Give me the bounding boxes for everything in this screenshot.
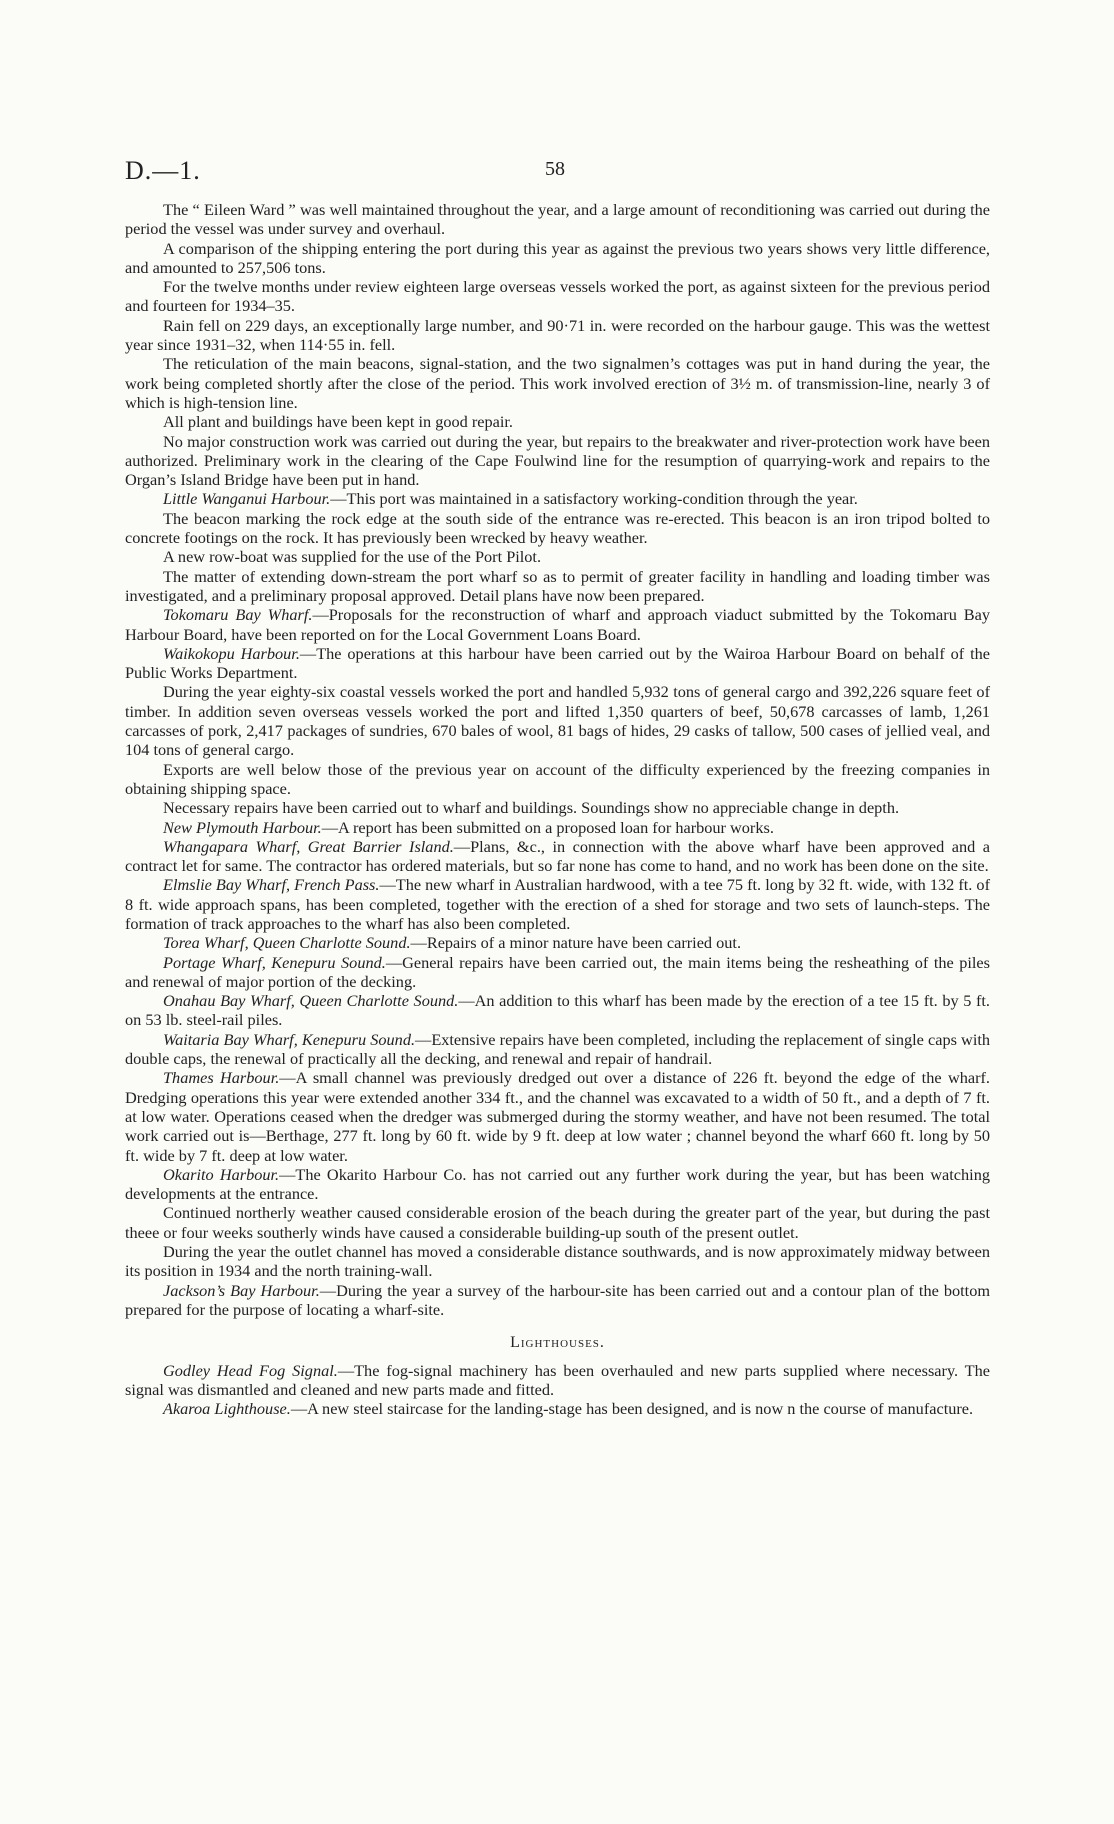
paragraph — [125, 1068, 990, 1164]
paragraph-group-lighthouses — [125, 1361, 990, 1419]
paragraph-text: —Repairs of a minor nature have been carried out. — [410, 933, 742, 953]
paragraph — [125, 837, 990, 876]
paragraph-text: —The operations at this harbour have been carried out by the Wairoa Harbour Board on behalf of the Public Works Department. — [125, 643, 991, 683]
paragraph-text: For the twelve months under review eighteen large overseas vessels worked the port, as against sixteen for the previous period and fourteen for 1934–35. — [125, 277, 990, 316]
paragraph-lead: Portage Wharf, Kenepuru Sound. — [163, 952, 386, 972]
paragraph — [125, 547, 990, 566]
paragraph — [125, 875, 990, 933]
paragraph — [125, 1281, 990, 1320]
paragraph-text: The beacon marking the rock edge at the south side of the entrance was re-erected. This beacon is an iron tripod bolted to concrete footings on the rock. It has previously been wrecked by heavy weather. — [125, 508, 990, 548]
paragraph — [125, 953, 990, 992]
paragraph-text: —During the year a survey of the harbour-site has been carried out and a contour plan of the bottom prepared for the purpose of locating a wharf-site. — [125, 1280, 990, 1319]
paragraph — [125, 277, 990, 316]
paragraph-lead: Godley Head Fog Signal. — [163, 1360, 338, 1380]
paragraph-text: —Extensive repairs have been completed, including the replacement of single caps with double caps, the renewal of practically all the decking, and renewal and repair of handrail. — [125, 1029, 991, 1069]
paragraph — [125, 605, 990, 644]
paragraph-lead: Little Wanganui Harbour. — [163, 489, 331, 509]
paragraph-text: No major construction work was carried out during the year, but repairs to the breakwater and river-protection work have been authorized. Preliminary work in the clearing of the Cape Foulwind line for the resumption of quarrying-work and repairs to the Organ’s Island Bridge have been put in hand. — [125, 431, 990, 490]
paragraph-group-main — [125, 200, 990, 1319]
paragraph — [125, 933, 990, 952]
paragraph-text: During the year eighty-six coastal vessels worked the port and handled 5,932 tons of general cargo and 392,226 square feet of timber. In addition seven overseas vessels worked the port and lifted 1,350 quarters of beef, 50,678 carcasses of lamb, 1,261 carcasses of pork, 2,417 packages of sundries, 670 bales of wool, 81 bags of hides, 29 casks of tallow, 500 cases of jellied veal, and 104 tons of general cargo. — [125, 682, 990, 760]
paragraph-lead: Okarito Harbour. — [163, 1164, 280, 1184]
paragraph-lead: Jackson’s Bay Harbour. — [163, 1280, 320, 1300]
paragraph — [125, 1242, 990, 1281]
paragraph-lead: New Plymouth Harbour. — [163, 817, 322, 837]
section-heading: Lighthouses. — [510, 1334, 605, 1352]
paragraph — [125, 412, 990, 431]
page-number: 58 — [545, 158, 565, 180]
paragraph-lead: Whangapara Wharf, Great Barrier Island. — [163, 836, 454, 856]
paragraph — [125, 682, 990, 759]
paragraph-text: —A report has been submitted on a proposed loan for harbour works. — [321, 817, 774, 837]
paragraph-text: —An addition to this wharf has been made by the erection of a tee 15 ft. by 5 ft. on 53 lb. steel-rail piles. — [125, 991, 991, 1030]
paragraph — [125, 991, 990, 1030]
paragraph-lead: Elmslie Bay Wharf, French Pass. — [163, 875, 380, 895]
paragraph — [125, 316, 990, 355]
paragraph-text: —General repairs have been carried out, the main items being the resheathing of the piles and renewal of major portion of the decking. — [125, 952, 990, 991]
paragraph-text: Necessary repairs have been carried out to wharf and buildings. Soundings show no appreciable change in depth. — [163, 798, 900, 818]
paragraph-text: Continued northerly weather caused considerable erosion of the beach during the greater part of the year, but during the past theee or four weeks southerly winds have caused a considerable building-up south of the present outlet. — [125, 1203, 990, 1242]
paragraph — [125, 239, 990, 278]
paragraph-lead: Akaroa Lighthouse. — [163, 1399, 291, 1419]
paragraph — [125, 354, 990, 412]
paragraph — [125, 567, 990, 606]
paragraph-text: —A small channel was previously dredged out over a distance of 226 ft. beyond the edge of the wharf. Dredging operations this year were extended another 334 ft., and the channel was excavated to a width of 50 ft., and a depth of 7 ft. at low water. Operations ceased when the dredger was submerged during the stormy weather, and have not been resumed. The total work carried out is—Berthage, 277 ft. long by 60 ft. wide by 9 ft. deep at low water ; channel beyond the wharf 660 ft. long by 50 ft. wide by 7 ft. deep at low water. — [125, 1068, 990, 1165]
paragraph — [125, 760, 990, 799]
paragraph — [125, 1030, 990, 1069]
paragraph-text: The reticulation of the main beacons, signal-station, and the two signalmen’s cottages was put in hand during the year, the work being completed shortly after the close of the period. This work involved erection of 3½ m. of transmission-line, nearly 3 of which is high-tension line. — [125, 354, 990, 412]
paragraph-text: —The new wharf in Australian hardwood, with a tee 75 ft. long by 32 ft. wide, with 132 ft. of 8 ft. wide approach spans, has been completed, together with the erection of a shed for storage and two sets of launch-steps. The formation of track approaches to the wharf has also been completed. — [125, 875, 990, 933]
paragraph — [125, 1361, 990, 1400]
paragraph — [125, 509, 990, 548]
paragraph-text: A comparison of the shipping entering the port during this year as against the previous two years shows very little difference, and amounted to 257,506 tons. — [125, 238, 990, 277]
paragraph-text: —This port was maintained in a satisfactory working-condition through the year. — [330, 489, 858, 509]
paragraph — [125, 1399, 990, 1418]
paragraph-text: Rain fell on 229 days, an exceptionally large number, and 90·71 in. were recorded on the harbour gauge. This was the wettest year since 1931–32, when 114·55 in. fell. — [125, 315, 990, 355]
page-header — [0, 150, 1114, 190]
paragraph-lead: Tokomaru Bay Wharf. — [163, 605, 313, 625]
paragraph — [125, 818, 990, 837]
paragraph — [125, 200, 990, 239]
body-text — [125, 200, 990, 1418]
paragraph — [125, 489, 990, 508]
paragraph-text: —The fog-signal machinery has been overhauled and new parts supplied where necessary. The signal was dismantled and cleaned and new parts made and fitted. — [125, 1360, 990, 1399]
paragraph — [125, 1165, 990, 1204]
document-reference: D.—1. — [125, 156, 201, 185]
paragraph-text: A new row-boat was supplied for the use of the Port Pilot. — [163, 547, 542, 567]
paragraph-text: All plant and buildings have been kept in good repair. — [163, 412, 513, 432]
paragraph — [125, 1203, 990, 1242]
paragraph-text: Exports are well below those of the previous year on account of the difficulty experienced by the freezing companies in obtaining shipping space. — [125, 759, 990, 798]
paragraph-text: —Plans, &c., in connection with the above wharf have been approved and a contract let for same. The contractor has ordered materials, but so far none has come to hand, and no work has been done on the site. — [125, 836, 991, 876]
paragraph-lead: Waitaria Bay Wharf, Kenepuru Sound. — [163, 1029, 416, 1049]
paragraph-lead: Onahau Bay Wharf, Queen Charlotte Sound. — [163, 991, 459, 1011]
paragraph-text: —The Okarito Harbour Co. has not carried out any further work during the year, but has been watching developments at the entrance. — [125, 1164, 990, 1204]
paragraph-lead: Waikokopu Harbour. — [163, 643, 300, 663]
paragraph-text: During the year the outlet channel has moved a considerable distance southwards, and is now approximately midway between its position in 1934 and the north training-wall. — [125, 1242, 990, 1281]
paragraph — [125, 644, 990, 683]
paragraph-text: —Proposals for the reconstruction of wharf and approach viaduct submitted by the Tokomaru Bay Harbour Board, have been reported on for the Local Government Loans Board. — [125, 605, 991, 644]
paragraph-text: —A new steel staircase for the landing-stage has been designed, and is now n the course of manufacture. — [290, 1399, 974, 1419]
paragraph-text: The matter of extending down-stream the port wharf so as to permit of greater facility in handling and loading timber was investigated, and a preliminary proposal approved. Detail plans have now been prepared. — [125, 566, 990, 605]
paragraph-lead: Thames Harbour. — [163, 1068, 280, 1088]
paragraph — [125, 432, 990, 490]
paragraph-text: The “ Eileen Ward ” was well maintained throughout the year, and a large amount of reconditioning was carried out during the period the vessel was under survey and overhaul. — [125, 200, 990, 239]
paragraph-lead: Torea Wharf, Queen Charlotte Sound. — [163, 933, 411, 953]
paragraph — [125, 798, 990, 817]
